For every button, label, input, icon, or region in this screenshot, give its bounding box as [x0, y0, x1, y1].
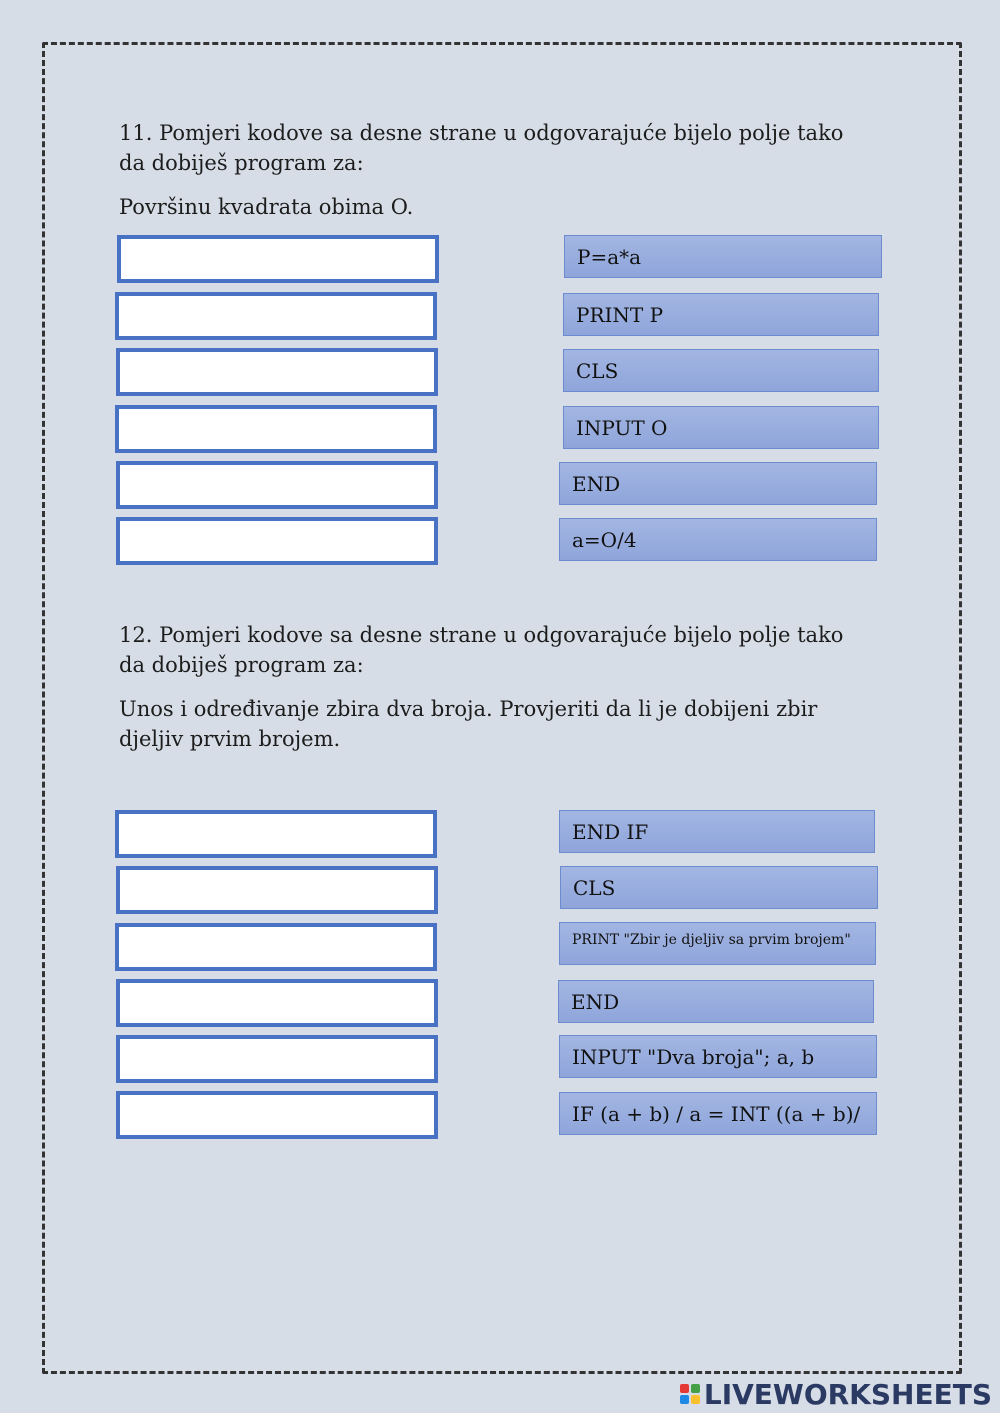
q12-drop-slot-3[interactable] — [115, 923, 437, 971]
q11-code-tile-1[interactable]: P=a*a — [564, 235, 882, 278]
q12-code-tile-3[interactable]: PRINT "Zbir je djeljiv sa prvim brojem" — [559, 922, 876, 965]
q11-instruction: 11. Pomjeri kodove sa desne strane u odgovarajuće bijelo polje tako da dobiješ program za: — [119, 121, 844, 175]
logo-square-yellow — [691, 1395, 700, 1404]
q11-task: Površinu kvadrata obima O. — [119, 195, 414, 219]
q11-drop-slot-6[interactable] — [116, 517, 438, 565]
q12-drop-slot-4[interactable] — [116, 979, 438, 1027]
q12-code-tile-1[interactable]: END IF — [559, 810, 875, 853]
logo-square-blue — [680, 1395, 689, 1404]
q11-drop-slot-3[interactable] — [116, 348, 438, 396]
q11-code-tile-2[interactable]: PRINT P — [563, 293, 879, 336]
q12-code-tile-5[interactable]: INPUT "Dva broja"; a, b — [559, 1035, 877, 1078]
q11-drop-slot-1[interactable] — [117, 235, 439, 283]
q11-drop-slot-4[interactable] — [115, 405, 437, 453]
q11-code-tile-4[interactable]: INPUT O — [563, 406, 879, 449]
q12-task: Unos i određivanje zbira dva broja. Provjeriti da li je dobijeni zbir djeljiv prvim brojem. — [119, 697, 818, 751]
q12-drop-slot-6[interactable] — [116, 1091, 438, 1139]
q12-instruction: 12. Pomjeri kodove sa desne strane u odgovarajuće bijelo polje tako da dobiješ program za: — [119, 623, 844, 677]
q12-code-tile-6[interactable]: IF (a + b) / a = INT ((a + b)/ — [559, 1092, 877, 1135]
q12-code-tile-2[interactable]: CLS — [560, 866, 878, 909]
q11-code-tile-6[interactable]: a=O/4 — [559, 518, 877, 561]
brand-name: LIVEWORKSHEETS — [703, 1377, 992, 1411]
q12-drop-slot-2[interactable] — [116, 866, 438, 914]
q12-code-tile-4[interactable]: END — [558, 980, 874, 1023]
liveworksheets-brand — [680, 1379, 992, 1409]
liveworksheets-logo-icon — [680, 1384, 700, 1404]
q11-code-tile-3[interactable]: CLS — [563, 349, 879, 392]
q11-code-tile-5[interactable]: END — [559, 462, 877, 505]
q11-drop-slot-5[interactable] — [116, 461, 438, 509]
q12-drop-slot-5[interactable] — [116, 1035, 438, 1083]
logo-square-green — [691, 1384, 700, 1393]
logo-square-red — [680, 1384, 689, 1393]
q11-drop-slot-2[interactable] — [115, 292, 437, 340]
q12-drop-slot-1[interactable] — [115, 810, 437, 858]
